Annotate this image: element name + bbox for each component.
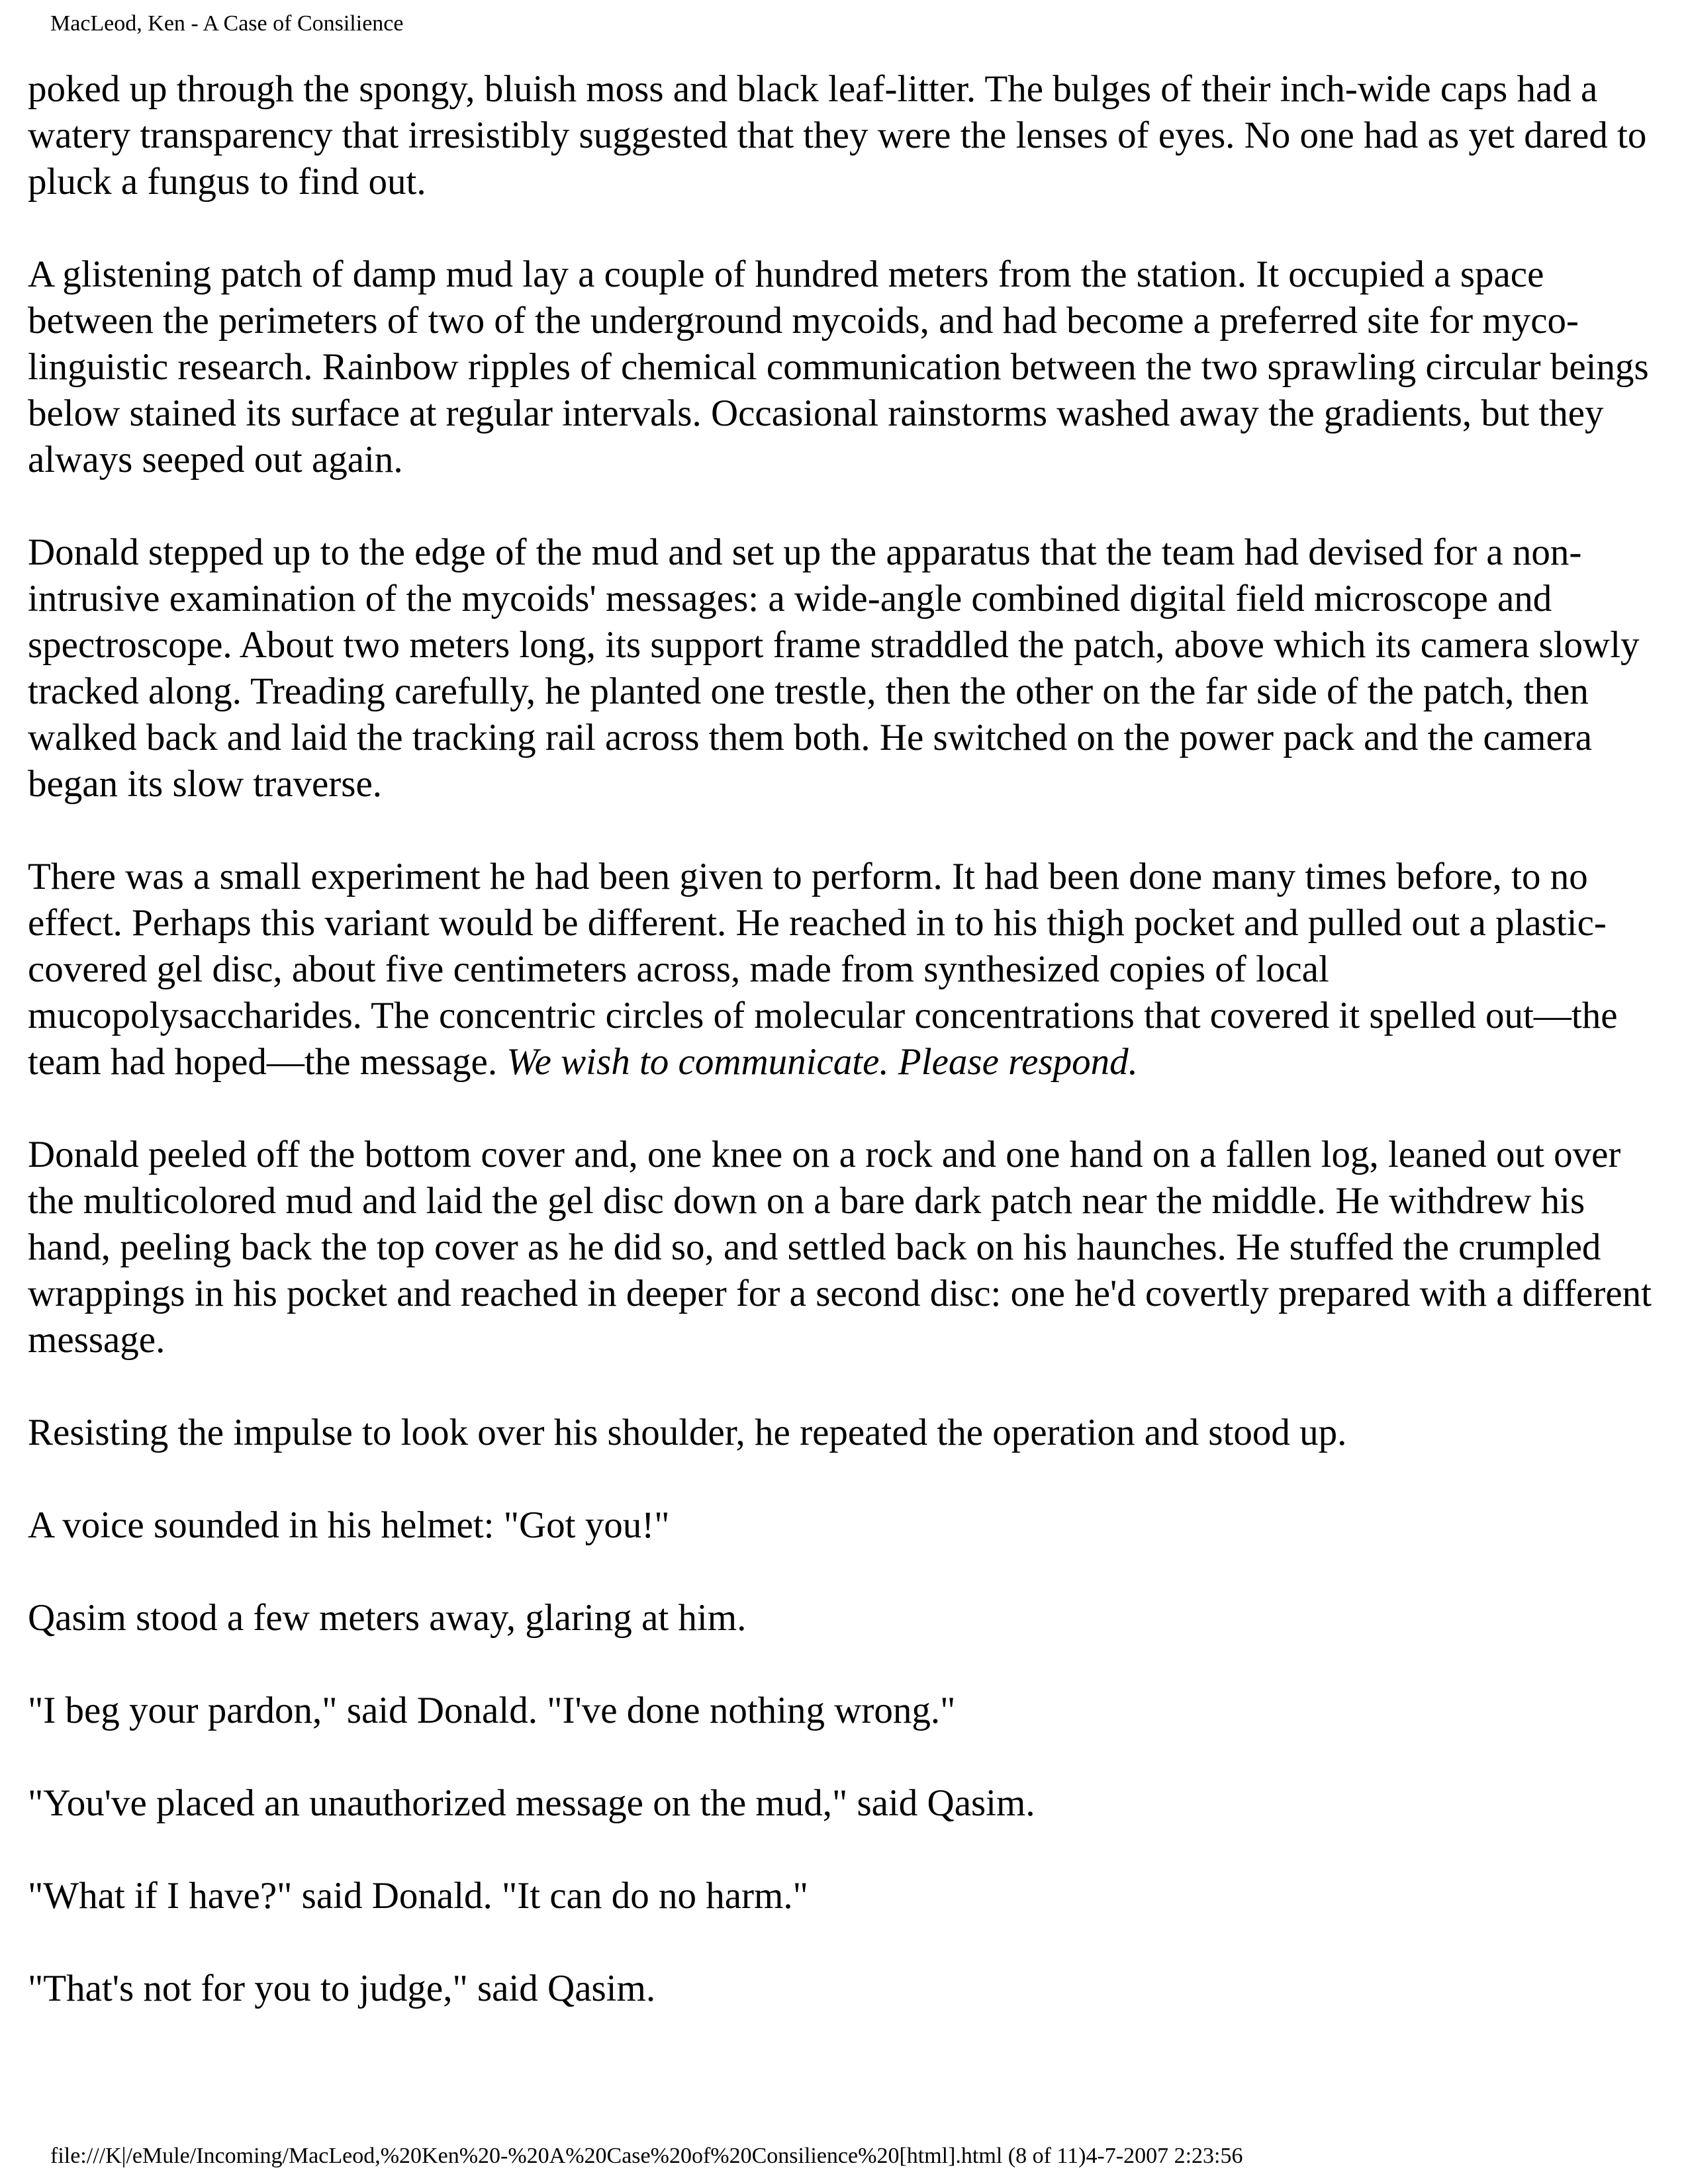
paragraph-4-italic-message: We wish to communicate. Please respond. <box>506 1041 1138 1083</box>
page-header-title: MacLeod, Ken - A Case of Consilience <box>50 11 404 36</box>
paragraph-4-text: There was a small experiment he had been given to perform. It had been done many times before, to no effect. Perhaps this variant would be different. He reached in to his thigh pocket and pulled out a plastic-covered gel disc, about five centimeters across, made from synthesized copies of local mucopolysaccharides. The concentric circles of molecular concentrations that covered it spelled out—the team had hoped—the message. <box>28 856 1618 1083</box>
page-footer-path: file:///K|/eMule/Incoming/MacLeod,%20Ken%20-%20A%20Case%20of%20Consilience%20[html].html (8 of 11)4-7-2007 2:23:56 <box>50 2144 1243 2168</box>
paragraph-6: Resisting the impulse to look over his shoulder, he repeated the operation and stood up. <box>28 1412 1347 1453</box>
paragraph-12: "That's not for you to judge," said Qasim. <box>28 1968 656 2009</box>
paragraph-11: "What if I have?" said Donald. "It can do no harm." <box>28 1875 808 1917</box>
paragraph-9: "I beg your pardon," said Donald. "I've done nothing wrong." <box>28 1690 956 1731</box>
paragraph-1: poked up through the spongy, bluish moss and black leaf-litter. The bulges of their inch-wide caps had a watery transparency that irresistibly suggested that they were the lenses of eyes. No one had as yet dared to pluck a fungus to find out. <box>28 68 1647 203</box>
paragraph-4 <box>28 854 1656 1085</box>
paragraph-8: Qasim stood a few meters away, glaring at him. <box>28 1597 747 1639</box>
document-body <box>28 66 1656 2012</box>
paragraph-10: "You've placed an unauthorized message on the mud," said Qasim. <box>28 1782 1035 1824</box>
paragraph-3: Donald stepped up to the edge of the mud and set up the apparatus that the team had devised for a non-intrusive examination of the mycoids' messages: a wide-angle combined digital field microscope and spectroscope. About two meters long, its support frame straddled the patch, above which its camera slowly tracked along. Treading carefully, he planted one trestle, then the other on the far side of the patch, then walked back and laid the tracking rail across them both. He switched on the power pack and the camera began its slow traverse. <box>28 531 1640 805</box>
paragraph-7: A voice sounded in his helmet: "Got you!" <box>28 1504 670 1546</box>
paragraph-2: A glistening patch of damp mud lay a couple of hundred meters from the station. It occupied a space between the perimeters of two of the underground mycoids, and had become a preferred site for myco-linguistic research. Rainbow ripples of chemical communication between the two sprawling circular beings below stained its surface at regular intervals. Occasional rainstorms washed away the gradients, but they always seeped out again. <box>28 253 1649 480</box>
paragraph-5: Donald peeled off the bottom cover and, one knee on a rock and one hand on a fallen log, leaned out over the multicolored mud and laid the gel disc down on a bare dark patch near the middle. He withdrew his hand, peeling back the top cover as he did so, and settled back on his haunches. He stuffed the crumpled wrappings in his pocket and reached in deeper for a second disc: one he'd covertly prepared with a different message. <box>28 1134 1652 1361</box>
